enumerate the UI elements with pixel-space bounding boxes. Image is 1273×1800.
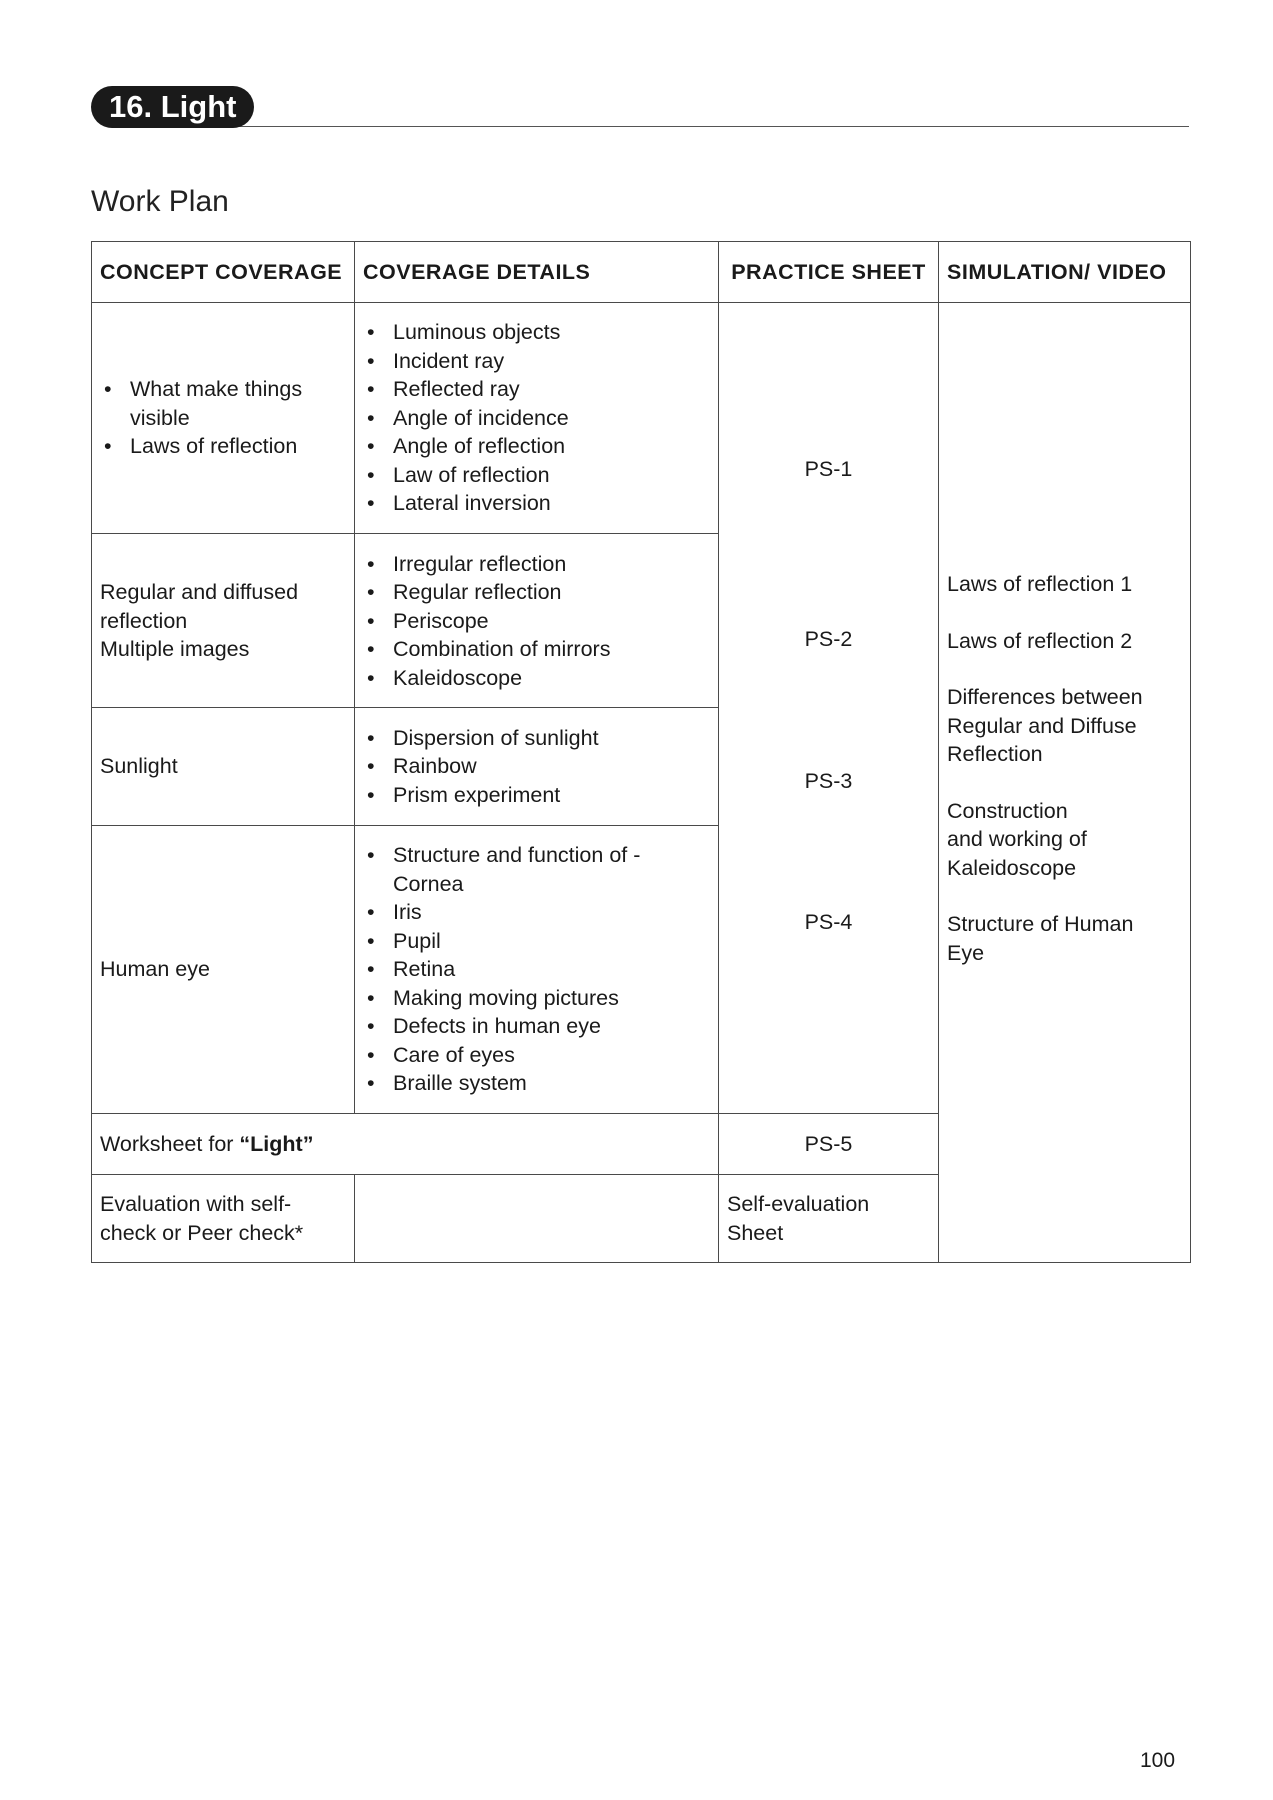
simulation-item: Laws of reflection 2 <box>947 628 1133 653</box>
table-row <box>92 303 1191 534</box>
list-item: • Iris <box>363 898 653 927</box>
list-item: • Law of reflection <box>363 461 710 490</box>
list-item: • Prism experiment <box>363 781 710 810</box>
list-item: • Angle of reflection <box>363 432 710 461</box>
table-header-row <box>92 242 1191 303</box>
list-item: • Regular reflection <box>363 578 710 607</box>
list-item: • Combination of mirrors <box>363 635 710 664</box>
header-simulation-video: SIMULATION/ VIDEO <box>939 242 1191 303</box>
list-item: • Defects in human eye <box>363 1012 653 1041</box>
list-item: • Dispersion of sunlight <box>363 724 710 753</box>
chapter-rule <box>151 126 1189 127</box>
concept-cell <box>92 708 355 825</box>
practice-sheet-ps2: PS-2 <box>804 627 853 651</box>
page-number: 100 <box>1140 1749 1176 1772</box>
concept-cell <box>92 534 355 708</box>
list-item: • Irregular reflection <box>363 550 710 579</box>
evaluation-label-cell: Evaluation with self-check or Peer check* <box>92 1175 355 1263</box>
details-list <box>363 841 653 1098</box>
list-item: • Laws of reflection <box>100 432 346 461</box>
header-concept-coverage: CONCEPT COVERAGE <box>92 242 355 303</box>
details-cell <box>355 825 719 1113</box>
concept-cell <box>92 303 355 534</box>
section-title: Work Plan <box>91 185 229 218</box>
details-cell <box>355 708 719 825</box>
concept-cell <box>92 825 355 1113</box>
list-item: • Braille system <box>363 1069 653 1098</box>
list-item: • Pupil <box>363 927 653 956</box>
list-item: • What make things visible <box>100 375 346 432</box>
simulation-item: Differences between Regular and Diffuse Reflection <box>947 685 1143 766</box>
list-item: • Care of eyes <box>363 1041 653 1070</box>
worksheet-prefix: Worksheet for <box>100 1131 240 1156</box>
chapter-header <box>91 86 1189 128</box>
practice-sheet-ps4: PS-4 <box>804 910 853 934</box>
list-item: • Reflected ray <box>363 375 710 404</box>
list-item: • Luminous objects <box>363 318 710 347</box>
list-item: • Making moving pictures <box>363 984 653 1013</box>
worksheet-topic: “Light” <box>239 1131 314 1156</box>
list-item: • Angle of incidence <box>363 404 710 433</box>
list-item: • Periscope <box>363 607 710 636</box>
concept-text: Human eye <box>100 957 210 982</box>
evaluation-sheet-cell <box>719 1175 939 1263</box>
details-cell <box>355 534 719 708</box>
header-practice-sheet: PRACTICE SHEET <box>719 242 939 303</box>
concept-text: Sunlight <box>100 754 178 779</box>
list-item: • Structure and function of -Cornea <box>363 841 653 898</box>
list-item: • Incident ray <box>363 347 710 376</box>
details-cell <box>355 303 719 534</box>
evaluation-sheet: Self-evaluation Sheet <box>727 1192 870 1245</box>
worksheet-label-cell <box>92 1114 719 1175</box>
header-coverage-details: COVERAGE DETAILS <box>355 242 719 303</box>
work-plan-table <box>91 241 1191 1263</box>
simulation-item: Construction and working of Kaleidoscope <box>947 798 1087 880</box>
details-list <box>363 318 710 518</box>
list-item: • Rainbow <box>363 752 710 781</box>
concept-list <box>100 375 346 461</box>
simulation-item: Structure of Human Eye <box>947 912 1134 965</box>
list-item: • Retina <box>363 955 653 984</box>
evaluation-details-cell <box>355 1175 719 1263</box>
details-list <box>363 724 710 810</box>
practice-sheet-ps3: PS-3 <box>804 769 853 793</box>
worksheet-sheet-cell: PS-5 <box>719 1114 939 1175</box>
simulation-item: Laws of reflection 1 <box>947 572 1133 596</box>
chapter-title: 16. Light <box>91 86 254 128</box>
simulation-cell <box>939 303 1191 1263</box>
concept-text: Regular and diffused reflection Multiple images <box>100 580 299 662</box>
list-item: • Kaleidoscope <box>363 664 710 693</box>
practice-sheet-cell <box>719 303 939 1114</box>
practice-sheet-ps1: PS-1 <box>804 457 853 481</box>
list-item: • Lateral inversion <box>363 489 710 518</box>
details-list <box>363 550 710 693</box>
